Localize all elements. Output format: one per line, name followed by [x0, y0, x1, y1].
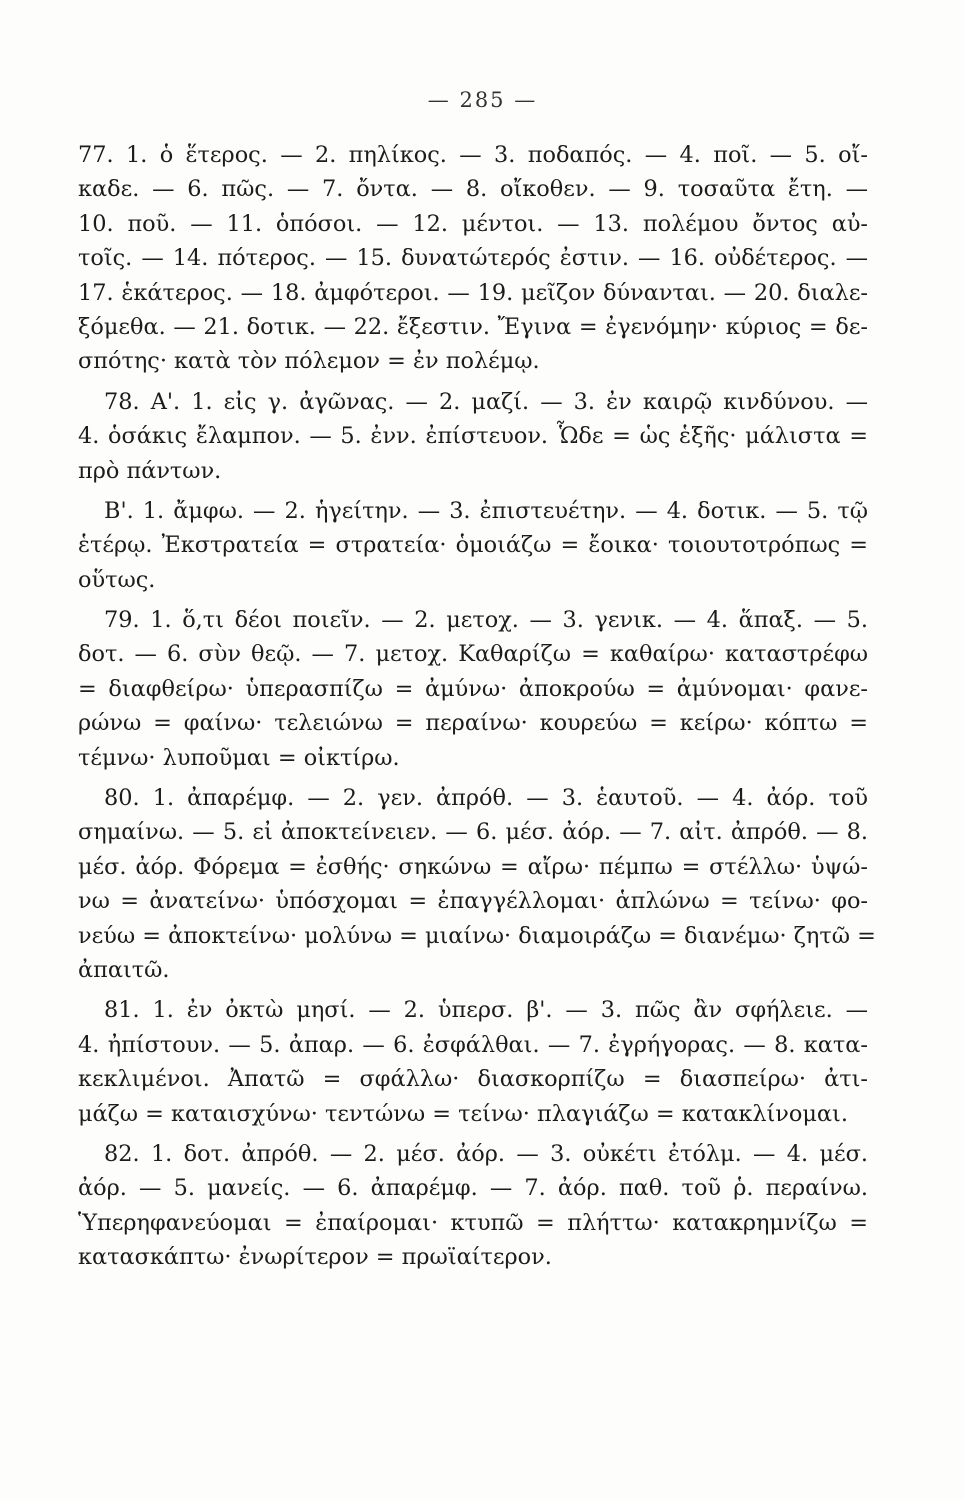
text-line: ρώνω = φαίνω· τελειώνω = περαίνω· κουρεύω = κείρω· κόπτω =	[78, 710, 868, 737]
text-line: ξόμεθα. — 21. δοτικ. — 22. ἔξεστιν. Ἔγινα = ἐγενόμην· κύριος = δε-	[78, 313, 868, 340]
text-line: κατασκάπτω· ἐνωρίτερον = πρωϊαίτερον.	[78, 1244, 552, 1271]
text-line: καδε. — 6. πῶς. — 7. ὄντα. — 8. οἴκοθεν. — 9. τοσαῦτα ἔτη. —	[78, 176, 868, 203]
text-line: σημαίνω. — 5. εἰ ἀποκτείνειεν. — 6. μέσ. ἀόρ. — 7. αἰτ. ἀπρόθ. — 8.	[78, 819, 868, 846]
text-line: 82. 1. δοτ. ἀπρόθ. — 2. μέσ. ἀόρ. — 3. οὐκέτι ἐτόλμ. — 4. μέσ.	[104, 1140, 868, 1167]
text-line: Β'. 1. ἄμφω. — 2. ἡγείτην. — 3. ἐπιστευέτην. — 4. δοτικ. — 5. τῷ	[104, 497, 868, 524]
text-line: δοτ. — 6. σὺν θεῷ. — 7. μετοχ. Καθαρίζω = καθαίρω· καταστρέφω	[78, 641, 868, 668]
text-line: 4. ὁσάκις ἔλαμπον. — 5. ἐνν. ἐπίστευον. Ὧδε = ὡς ἑξῆς· μάλιστα =	[78, 423, 868, 450]
text-line: ἀπαιτῶ.	[78, 956, 170, 983]
text-line: νω = ἀνατείνω· ὑπόσχομαι = ἐπαγγέλλομαι· ἁπλώνω = τείνω· φο-	[78, 888, 868, 915]
text-line: νεύω = ἀποκτείνω· μολύνω = μιαίνω· διαμοιράζω = διανέμω· ζητῶ =	[78, 922, 876, 949]
text-line: = διαφθείρω· ὑπερασπίζω = ἀμύνω· ἀποκρούω = ἀμύνομαι· φανε-	[78, 675, 868, 702]
page-number: — 285 —	[427, 88, 538, 112]
text-line: πρὸ πάντων.	[78, 457, 222, 484]
text-line: 79. 1. ὅ,τι δέοι ποιεῖν. — 2. μετοχ. — 3. γενικ. — 4. ἅπαξ. — 5.	[104, 607, 868, 634]
text-line: Ὑπερηφανεύομαι = ἐπαίρομαι· κτυπῶ = πλήττω· κατακρημνίζω =	[78, 1209, 868, 1236]
text-line: κεκλιμένοι. Ἀπατῶ = σφάλλω· διασκορπίζω = διασπείρω· ἀτι-	[78, 1066, 868, 1093]
text-line: μάζω = καταισχύνω· τεντώνω = τείνω· πλαγιάζω = κατακλίνομαι.	[78, 1100, 848, 1127]
text-line: 78. Α'. 1. εἰς γ. ἀγῶνας. — 2. μαζί. — 3. ἐν καιρῷ κινδύνου. —	[104, 388, 868, 415]
text-line: τέμνω· λυποῦμαι = οἰκτίρω.	[78, 744, 400, 771]
text-line: μέσ. ἀόρ. Φόρεμα = ἐσθής· σηκώνω = αἴρω· πέμπω = στέλλω· ὑψώ-	[78, 853, 868, 880]
text-line: ἀόρ. — 5. μανείς. — 6. ἀπαρέμφ. — 7. ἀόρ. παθ. τοῦ ῥ. περαίνω.	[78, 1175, 868, 1202]
text-line: 81. 1. ἐν ὀκτὼ μησί. — 2. ὑπερσ. β'. — 3. πῶς ἂν σφήλειε. —	[104, 997, 868, 1024]
text-line: σπότης· κατὰ τὸν πόλεμον = ἐν πολέμῳ.	[78, 348, 540, 375]
text-line: 77. 1. ὁ ἕτερος. — 2. πηλίκος. — 3. ποδαπός. — 4. ποῖ. — 5. οἴ-	[78, 142, 868, 168]
text-line: τοῖς. — 14. πότερος. — 15. δυνατώτερός ἐστιν. — 16. οὐδέτερος. —	[78, 245, 868, 272]
text-line: οὕτως.	[78, 566, 156, 593]
text-line: 4. ἠπίστουν. — 5. ἀπαρ. — 6. ἐσφάλθαι. — 7. ἐγρήγορας. — 8. κατα-	[78, 1031, 868, 1058]
text-line: 80. 1. ἀπαρέμφ. — 2. γεν. ἀπρόθ. — 3. ἑαυτοῦ. — 4. ἀόρ. τοῦ	[104, 785, 868, 812]
text-line: 17. ἑκάτερος. — 18. ἀμφότεροι. — 19. μεῖζον δύνανται. — 20. διαλε-	[78, 279, 868, 306]
text-line: 10. ποῦ. — 11. ὁπόσοι. — 12. μέντοι. — 13. πολέμου ὄντος αὐ-	[78, 210, 868, 237]
text-body	[78, 138, 876, 1275]
text-line: ἑτέρῳ. Ἐκστρατεία = στρατεία· ὁμοιάζω = ἔοικα· τοιουτοτρόπως =	[78, 532, 868, 559]
